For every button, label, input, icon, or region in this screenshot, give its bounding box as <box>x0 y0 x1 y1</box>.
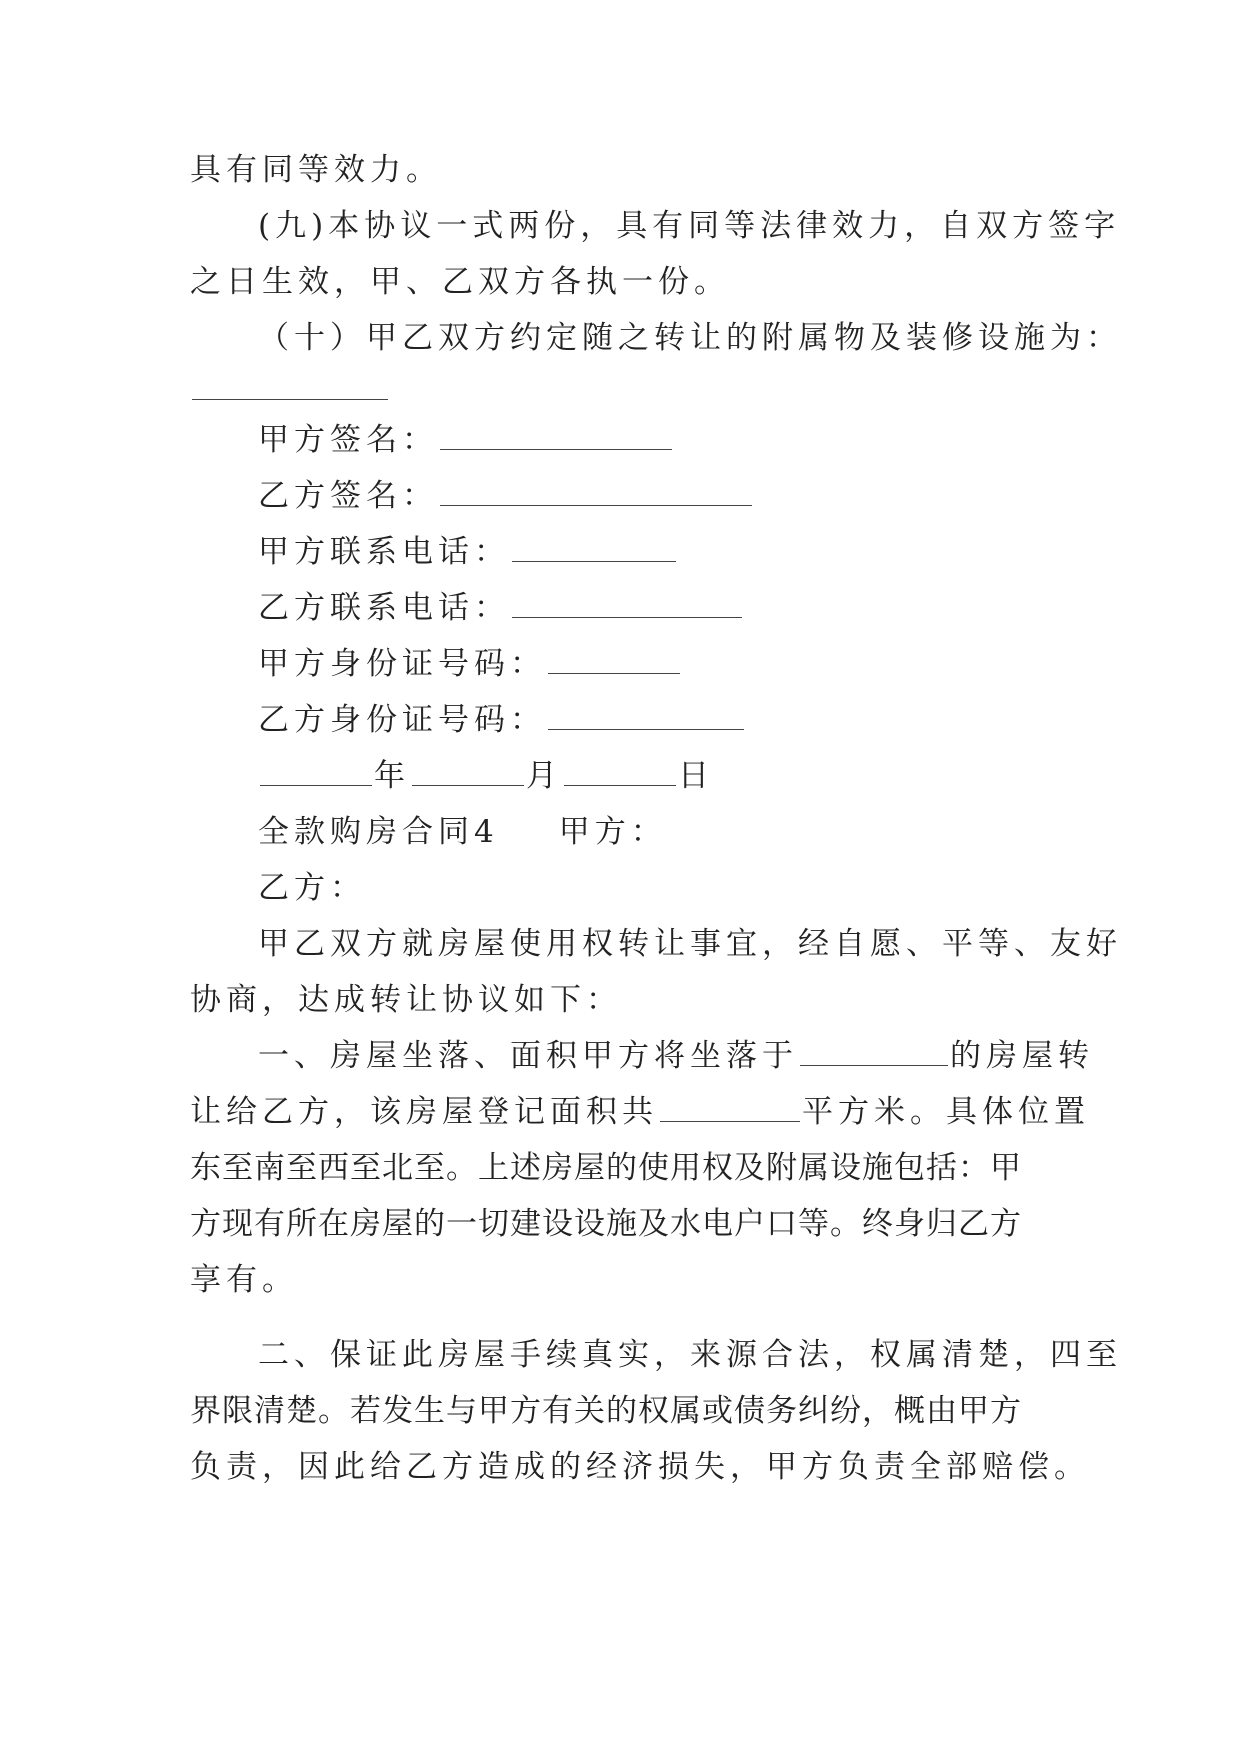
paragraph-line <box>258 206 1120 246</box>
text: 二、保证此房屋手续真实，来源合法，权属清楚，四至 <box>258 1337 1122 1373</box>
signature-line <box>258 420 674 460</box>
paragraph-line <box>258 924 1122 964</box>
text: 东至南至西至北至。上述房屋的使用权及附属设施包括：甲 <box>190 1150 1022 1186</box>
year-label: 年 <box>374 758 410 794</box>
contact-line <box>258 588 744 628</box>
label: 甲方身份证号码： <box>258 646 546 682</box>
paragraph-line <box>190 262 730 302</box>
signature-line <box>258 476 754 516</box>
month-label: 月 <box>526 758 562 794</box>
blank-line <box>440 479 752 506</box>
paragraph-line <box>190 1391 1022 1431</box>
text: 的房屋转 <box>950 1038 1094 1074</box>
text: 享有。 <box>190 1262 298 1298</box>
text: 具有同等效力。 <box>190 152 442 188</box>
paragraph-line <box>258 868 366 908</box>
paragraph-line <box>190 1148 1022 1188</box>
text: 一、房屋坐落、面积甲方将坐落于 <box>258 1038 798 1074</box>
text: 界限清楚。若发生与甲方有关的权属或债务纠纷，概由甲方 <box>190 1393 1022 1429</box>
blank-line <box>440 423 672 450</box>
day-label: 日 <box>678 758 714 794</box>
paragraph-line <box>190 980 622 1020</box>
text: 让给乙方，该房屋登记面积共 <box>190 1094 658 1130</box>
paragraph-line <box>258 1335 1122 1375</box>
paragraph-line <box>190 1447 1090 1487</box>
text: 甲乙双方就房屋使用权转让事宜，经自愿、平等、友好 <box>258 926 1122 962</box>
text: 协商，达成转让协议如下： <box>190 982 622 1018</box>
text: 之日生效，甲、乙双方各执一份。 <box>190 264 730 300</box>
blank-line <box>564 759 676 786</box>
label: 甲方签名： <box>258 422 438 458</box>
party-a-label: 甲方： <box>558 814 667 850</box>
blank-line <box>548 647 680 674</box>
contract-title: 全款购房合同4 <box>258 814 499 850</box>
label: 甲方联系电话： <box>258 534 510 570</box>
blank-line <box>548 703 744 730</box>
paragraph-line <box>190 1204 1022 1244</box>
date-line <box>258 756 714 796</box>
blank-line <box>412 759 524 786</box>
contact-line <box>258 532 678 572</box>
text: （十）甲乙双方约定随之转让的附属物及装修设施为： <box>258 320 1122 356</box>
blank-line <box>260 759 372 786</box>
fill-in-blank <box>190 370 390 410</box>
paragraph-line <box>190 1260 298 1300</box>
paragraph-line <box>258 1036 1094 1076</box>
paragraph-line <box>190 150 442 190</box>
label: 乙方身份证号码： <box>258 702 546 738</box>
text: 负责，因此给乙方造成的经济损失，甲方负责全部赔偿。 <box>190 1449 1090 1485</box>
blank-line <box>800 1039 948 1066</box>
paragraph-line <box>258 318 1122 358</box>
text: (九)本协议一式两份，具有同等法律效力，自双方签字 <box>258 208 1121 244</box>
blank-line <box>192 373 388 400</box>
section-title <box>258 812 667 852</box>
party-b-label: 乙方： <box>258 870 366 906</box>
id-line <box>258 700 746 740</box>
blank-line <box>512 591 742 618</box>
paragraph-line <box>190 1092 1090 1132</box>
label: 乙方联系电话： <box>258 590 510 626</box>
blank-line <box>660 1095 800 1122</box>
id-line <box>258 644 682 684</box>
text: 方现有所在房屋的一切建设设施及水电户口等。终身归乙方 <box>190 1206 1022 1242</box>
label: 乙方签名： <box>258 478 438 514</box>
text: 平方米。具体位置 <box>802 1094 1090 1130</box>
blank-line <box>512 535 676 562</box>
